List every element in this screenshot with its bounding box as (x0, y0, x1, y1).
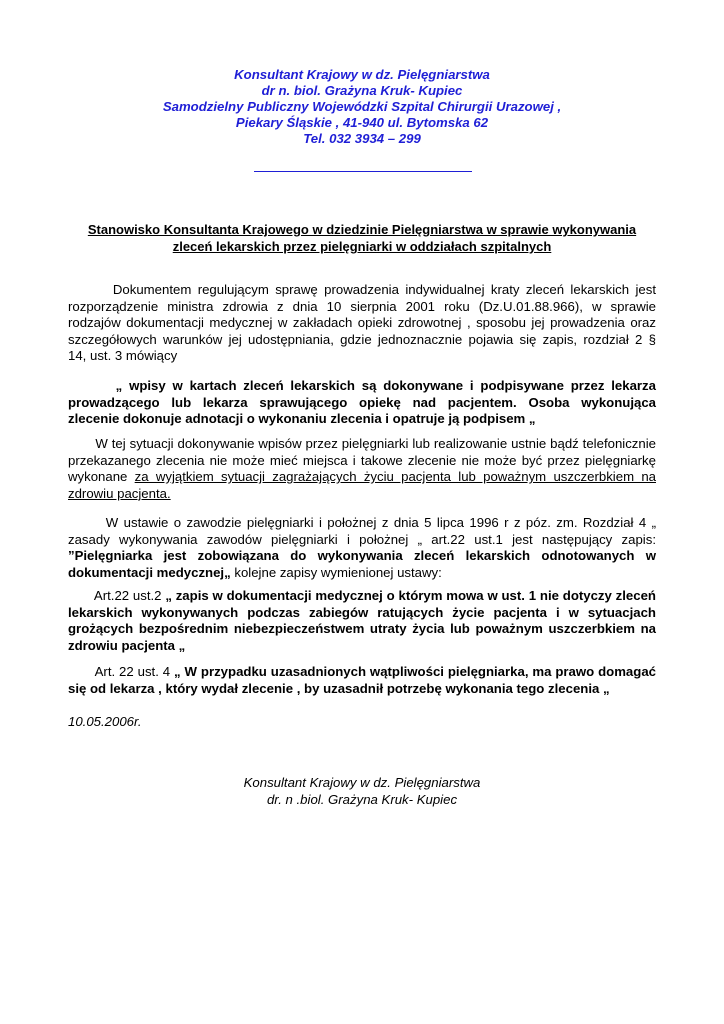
letterhead-institution: Samodzielny Publiczny Wojewódzki Szpital Chirurgii Urazowej , (162, 99, 562, 114)
paragraph-5-line-4: zdrowiu pacjenta „ (68, 637, 186, 653)
paragraph-4-line-4-plain: kolejne zapisy wymienionej ustawy: (230, 564, 442, 580)
letterhead-name: dr n. biol. Grażyna Kruk- Kupiec (261, 83, 463, 98)
letterhead-address: Piekary Śląskie , 41-940 ul. Bytomska 62 (235, 115, 489, 130)
paragraph-3-line-2: przekazanego zlecenia nie może mieć miejsca i takowe zlecenie nie może być przez pielęgniarkę (68, 452, 656, 468)
paragraph-2-quote (68, 378, 656, 428)
paragraph-5-line-1-bold: „ zapis w dokumentacji medycznej o którym mowa w ust. 1 nie dotyczy zleceń (165, 588, 656, 603)
letterhead-phone: Tel. 032 3934 – 299 (303, 131, 421, 146)
paragraph-5 (68, 588, 656, 654)
paragraph-1-line-1: Dokumentem regulującym sprawę prowadzenia indywidualnej kraty zleceń lekarskich jest (68, 282, 656, 297)
paragraph-3-line-3-plain: wykonane (68, 469, 135, 485)
paragraph-3-line-4: zdrowiu pacjenta. (68, 485, 171, 501)
document-title (60, 221, 664, 255)
paragraph-1-line-3: rodzajów dokumentacji medycznej w zakładach opieki zdrowotnej , sposobu jej prowadzenia oraz (68, 315, 656, 331)
paragraph-2-line-3: zlecenie dokonuje adnotacji o wykonaniu zlecenia i opatruje ją podpisem „ (68, 411, 536, 427)
letterhead (0, 67, 724, 147)
paragraph-4-line-3: ”Pielęgniarka jest zobowiązana do wykonywania zleceń lekarskich odnotowanych w (68, 548, 656, 564)
paragraph-6-line-1-bold: „ W przypadku uzasadnionych wątpliwości pielęgniarka, ma prawo domagać (174, 664, 656, 679)
paragraph-6 (68, 664, 656, 697)
paragraph-3-line-3 (68, 469, 656, 486)
paragraph-4-line-4 (68, 565, 656, 582)
document-date: 10.05.2006r. (68, 714, 142, 729)
paragraph-6-line-1 (68, 664, 656, 681)
paragraph-3 (68, 436, 656, 502)
paragraph-1-line-4: szczegółowych warunków jej udostępniania, gdzie jednoznacznie pojawia się zapis, rozdział 2 § (68, 331, 656, 347)
paragraph-1-line-5: 14, ust. 3 mówiący (68, 348, 178, 364)
paragraph-3-line-1: W tej sytuacji dokonywanie wpisów przez pielęgniarki lub realizowanie ustnie bądź telefonicznie (68, 436, 656, 451)
paragraph-6-line-2: się od lekarza , który wydał zlecenie , by uzasadnił potrzebę wykonania tego zlecenia „ (68, 680, 610, 696)
signature-block (0, 774, 724, 808)
paragraph-2-line-2: prowadzącego lub lekarza sprawującego opiekę nad pacjentem. Osoba wykonująca (68, 394, 656, 410)
paragraph-3-line-3-underlined: za wyjątkiem sytuacji zagrażających życiu pacjenta lub poważnym uszczerbkiem na (134, 469, 656, 485)
paragraph-5-line-3: grożących bezpośrednim niebezpieczeństwem utraty życia lub poważnym uszczerbkiem na (68, 621, 656, 637)
paragraph-1-line-2: rozporządzenie ministra zdrowia z dnia 10 sierpnia 2001 roku (Dz.U.01.88.966), w sprawie (68, 298, 656, 314)
signature-title: Konsultant Krajowy w dz. Pielęgniarstwa (243, 775, 481, 790)
document-title-line-1: Stanowisko Konsultanta Krajowego w dziedzinie Pielęgniarstwa w sprawie wykonywania (87, 222, 637, 237)
paragraph-5-line-1-plain: Art.22 ust.2 (68, 588, 166, 603)
paragraph-4-line-4-bold: dokumentacji medycznej„ (68, 564, 231, 580)
document-title-line-2: zleceń lekarskich przez pielęgniarki w oddziałach szpitalnych (172, 239, 552, 254)
signature-name: dr. n .biol. Grażyna Kruk- Kupiec (266, 792, 458, 807)
paragraph-1 (68, 282, 656, 365)
paragraph-4 (68, 515, 656, 581)
paragraph-2-line-1: „ wpisy w kartach zleceń lekarskich są dokonywane i podpisywane przez lekarza (68, 378, 656, 393)
header-divider (254, 171, 472, 172)
paragraph-4-line-2: zasady wykonywania zawodów pielęgniarki i położnej „ art.22 ust.1 jest następujący zapis: (68, 531, 656, 547)
paragraph-6-line-1-plain: Art. 22 ust. 4 (68, 664, 175, 679)
letterhead-title: Konsultant Krajowy w dz. Pielęgniarstwa (234, 67, 490, 82)
paragraph-5-line-2: lekarskich wykonywanych podczas zabiegów ratujących życie pacjenta i w sytuacjach (68, 604, 656, 620)
paragraph-5-line-1 (68, 588, 656, 605)
paragraph-4-line-1: W ustawie o zawodzie pielęgniarki i położnej z dnia 5 lipca 1996 r z póz. zm. Rozdział 4 „ (68, 515, 656, 530)
